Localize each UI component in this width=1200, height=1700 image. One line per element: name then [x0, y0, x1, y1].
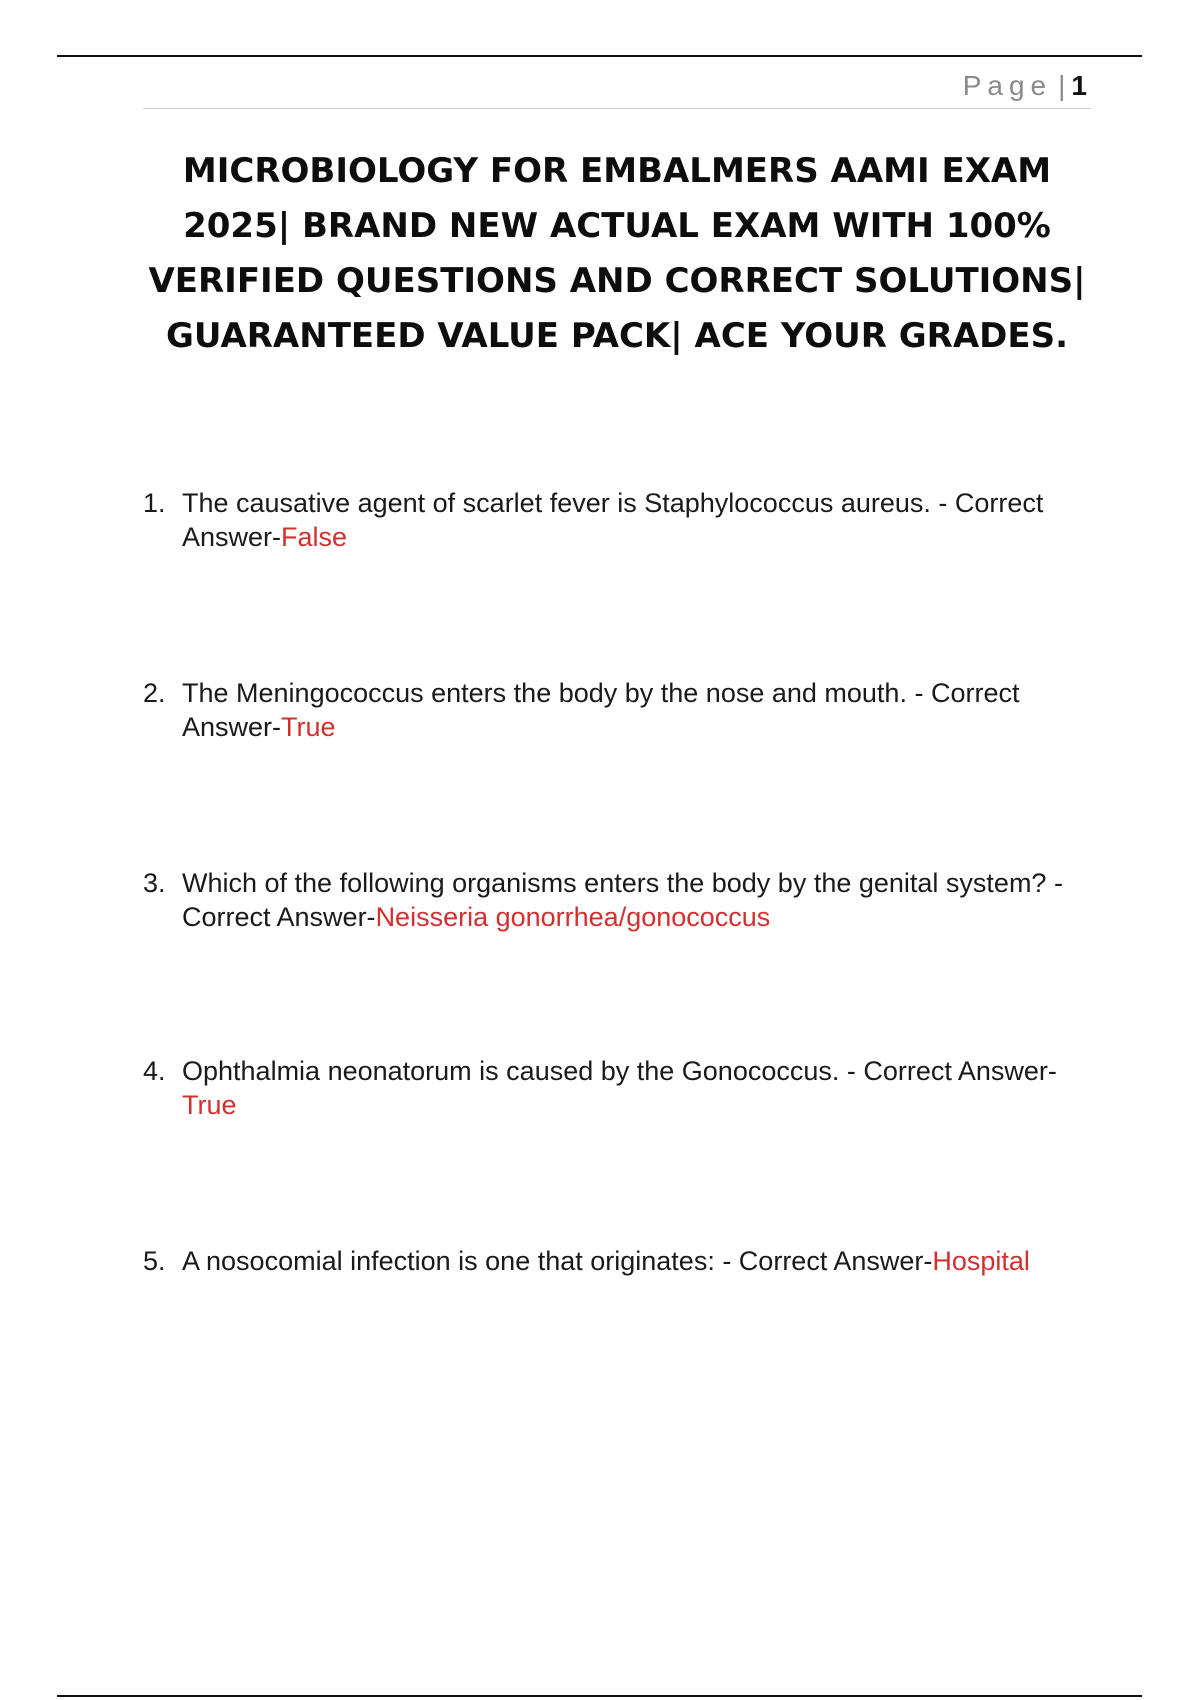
page-number-label [963, 72, 1087, 100]
question-text: The Meningococcus enters the body by the nose and mouth. - Correct Answer- [182, 678, 1020, 742]
question-number: 4. [143, 1056, 166, 1086]
question-item [143, 866, 1091, 934]
question-body [182, 1054, 1091, 1122]
correct-answer: Neisseria gonorrhea/gonococcus [375, 902, 771, 932]
question-item [143, 676, 1091, 744]
correct-answer: False [281, 522, 348, 552]
question-item [143, 1244, 1091, 1278]
question-body [182, 486, 1091, 554]
question-item [143, 1054, 1091, 1122]
question-body [182, 676, 1091, 744]
question-item [143, 486, 1091, 554]
question-text: A nosocomial infection is one that originates: - Correct Answer- [182, 1246, 933, 1276]
question-number: 1. [143, 488, 166, 518]
top-rule [57, 55, 1142, 57]
correct-answer: Hospital [932, 1246, 1030, 1276]
question-body [182, 1244, 1091, 1278]
question-text: The causative agent of scarlet fever is Staphylococcus aureus. - Correct Answer- [182, 488, 1044, 552]
document-title: MICROBIOLOGY FOR EMBALMERS AAMI EXAM 2025| BRAND NEW ACTUAL EXAM WITH 100% VERIFIED QUESTIONS AND CORRECT SOLUTIONS| GUARANTEED VALUE PACK| ACE YOUR GRADES. [148, 151, 1086, 356]
question-number: 3. [143, 868, 166, 898]
page-word: Page [962, 70, 1053, 101]
question-text: Which of the following organisms enters the body by the genital system? - Correct Answer- [182, 868, 1063, 932]
correct-answer: True [281, 712, 336, 742]
bottom-rule [57, 1695, 1142, 1697]
page-header [143, 68, 1091, 109]
question-text: Ophthalmia neonatorum is caused by the Gonococcus. - Correct Answer- [182, 1056, 1057, 1086]
page-separator: | [1058, 70, 1066, 101]
question-body [182, 866, 1091, 934]
page-number: 1 [1071, 70, 1087, 101]
question-number: 5. [143, 1246, 166, 1276]
question-number: 2. [143, 678, 166, 708]
correct-answer: True [182, 1090, 237, 1120]
